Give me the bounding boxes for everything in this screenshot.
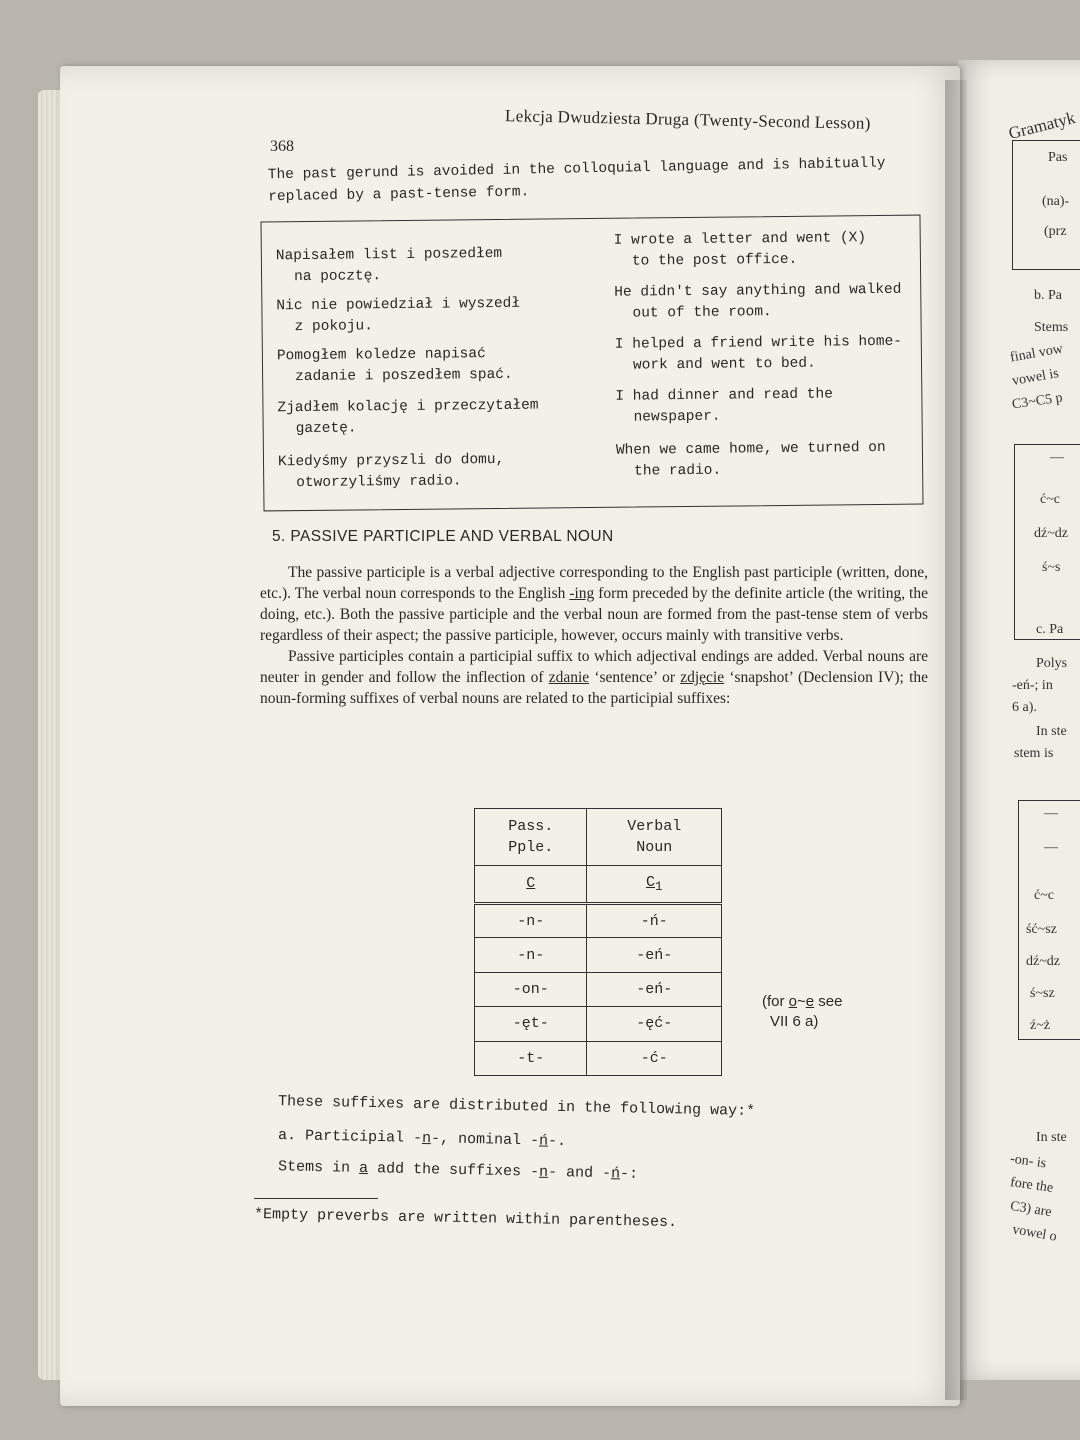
next-page-line: vowel o xyxy=(1011,1222,1058,1245)
next-page-table-2 xyxy=(1014,444,1080,640)
next-page-line: dź~dz xyxy=(1026,954,1061,969)
next-page-line: c. Pa xyxy=(1036,622,1064,637)
next-page-line: dź~dz xyxy=(1034,526,1069,541)
running-head: Lekcja Dwudziesta Druga (Twenty-Second Lesson) xyxy=(504,106,871,133)
table-subheader-c1: $C_1$ xyxy=(587,865,722,903)
next-page-line: ć~c xyxy=(1040,492,1061,507)
example-polish: Napisałem list i poszedłem na pocztę. xyxy=(275,245,503,286)
footnote: *Empty preverbs are written within parentheses. xyxy=(253,1205,678,1232)
example-english: He didn't say anything and walked out of the room. xyxy=(614,281,902,322)
next-page-line: C3~C5 p xyxy=(1011,390,1064,413)
next-page-line: Polys xyxy=(1036,656,1068,671)
next-page-line: In ste xyxy=(1036,724,1067,739)
table-row xyxy=(475,972,722,1006)
next-page-line: -eń-; in xyxy=(1012,678,1053,693)
next-page-line: ć~c xyxy=(1034,888,1055,903)
next-page-line: — xyxy=(1044,806,1058,821)
next-page-line: C3) are xyxy=(1009,1198,1053,1221)
table-row xyxy=(475,938,722,972)
table-cell-pple: -n- xyxy=(475,938,587,972)
example-polish: Nic nie powiedział i wyszedł z pokoju. xyxy=(276,295,521,336)
next-page-line: ś~s xyxy=(1042,560,1061,575)
next-page-line: b. Pa xyxy=(1034,288,1062,303)
table-cell-pple: -n- xyxy=(475,904,587,938)
table-cell-noun: -eń- xyxy=(587,972,722,1006)
next-page-line: -on- is xyxy=(1009,1151,1048,1172)
next-page-line: (prz xyxy=(1044,224,1067,239)
item-a-line: a. Participial -n-, nominal -ń-. xyxy=(277,1126,567,1151)
next-page-line: final vow xyxy=(1009,341,1065,366)
next-page-line: stem is xyxy=(1014,746,1054,761)
book-gutter xyxy=(945,80,967,1400)
next-page xyxy=(958,60,1080,1380)
intro-paragraph: The past gerund is avoided in the colloquial language and is habitually replaced by a past-tense form. xyxy=(267,155,886,206)
next-page-line: In ste xyxy=(1036,1130,1067,1145)
footnote-rule xyxy=(254,1198,378,1199)
example-polish: Pomogłem koledze napisać zadanie i poszedłem spać. xyxy=(276,346,513,386)
next-page-line: ś~sz xyxy=(1030,986,1055,1001)
section-title: 5. PASSIVE PARTICIPLE AND VERBAL NOUN xyxy=(272,528,614,545)
example-english: I helped a friend write his home- work and went to bed. xyxy=(614,333,903,374)
table-row xyxy=(475,1007,722,1041)
next-page-line: 6 a). xyxy=(1012,700,1037,715)
next-page-running-head: Gramatyk xyxy=(1006,108,1078,143)
page-number: 368 xyxy=(270,138,294,155)
table-header-verbal-noun: Verbal Noun xyxy=(587,809,722,866)
body-text xyxy=(260,562,928,709)
table-cell-pple: -ęt- xyxy=(475,1007,587,1041)
distribution-line: These suffixes are distributed in the following way:* xyxy=(277,1093,756,1120)
example-polish: Zjadłem kolację i przeczytałem gazetę. xyxy=(277,397,539,438)
example-box xyxy=(260,215,923,512)
next-page-line: (na)- xyxy=(1042,194,1070,209)
next-page-line: ź~ż xyxy=(1030,1018,1051,1033)
example-english: When we came home, we turned on the radio. xyxy=(615,439,886,480)
next-page-line: vowel is xyxy=(1010,366,1060,389)
next-page-line: fore the xyxy=(1009,1175,1055,1196)
table-cell-pple: -t- xyxy=(475,1041,587,1075)
table-cell-noun: -ęć- xyxy=(587,1007,722,1041)
table-subheader-c: C xyxy=(475,865,587,903)
table-cell-pple: -on- xyxy=(475,972,587,1006)
next-page-line: Stems xyxy=(1034,320,1069,335)
table-row xyxy=(475,904,722,938)
next-page-line: Pas xyxy=(1048,150,1068,165)
table-cell-noun: -eń- xyxy=(587,938,722,972)
example-english: I had dinner and read the newspaper. xyxy=(615,386,833,426)
suffix-table xyxy=(474,808,722,1076)
next-page-line: — xyxy=(1050,450,1064,465)
paragraph-participial-suffix: Passive participles contain a participial suffix to which adjectival endings are added. Verbal nouns are neuter in gender and follow the inflection of zdanie ‘sentence’ or zdjęcie ‘snapshot’ (Declension IV); the noun-forming suffixes of verbal nouns are related to the participial suffixes: xyxy=(260,648,929,707)
next-page-table-3 xyxy=(1018,800,1080,1040)
table-row xyxy=(475,1041,722,1075)
example-english: I wrote a letter and went (X) to the post office. xyxy=(613,230,867,270)
table-cell-noun: -ć- xyxy=(587,1041,722,1075)
next-page-line: — xyxy=(1044,840,1058,855)
next-page-line: ść~sz xyxy=(1026,922,1057,937)
table-cell-noun: -ń- xyxy=(587,904,722,938)
example-polish: Kiedyśmy przyszli do domu, otworzyliśmy radio. xyxy=(277,451,505,492)
stems-line: Stems in a add the suffixes -n- and -ń-: xyxy=(277,1158,639,1183)
table-header-passive-participle: Pass. Pple. xyxy=(475,809,587,866)
paragraph-passive-participle: The passive participle is a verbal adjective corresponding to the English past participle (written, done, etc.). The verbal noun corresponds to the English -ing form preceded by the definite article (the writing, the doing, etc.). Both the passive participle and the verbal noun are formed from the past-tense stem of verbs regardless of their aspect; the passive participle, however, occurs mainly with transitive verbs. xyxy=(260,564,928,644)
table-note: (for o~e see VII 6 a) xyxy=(762,993,843,1030)
